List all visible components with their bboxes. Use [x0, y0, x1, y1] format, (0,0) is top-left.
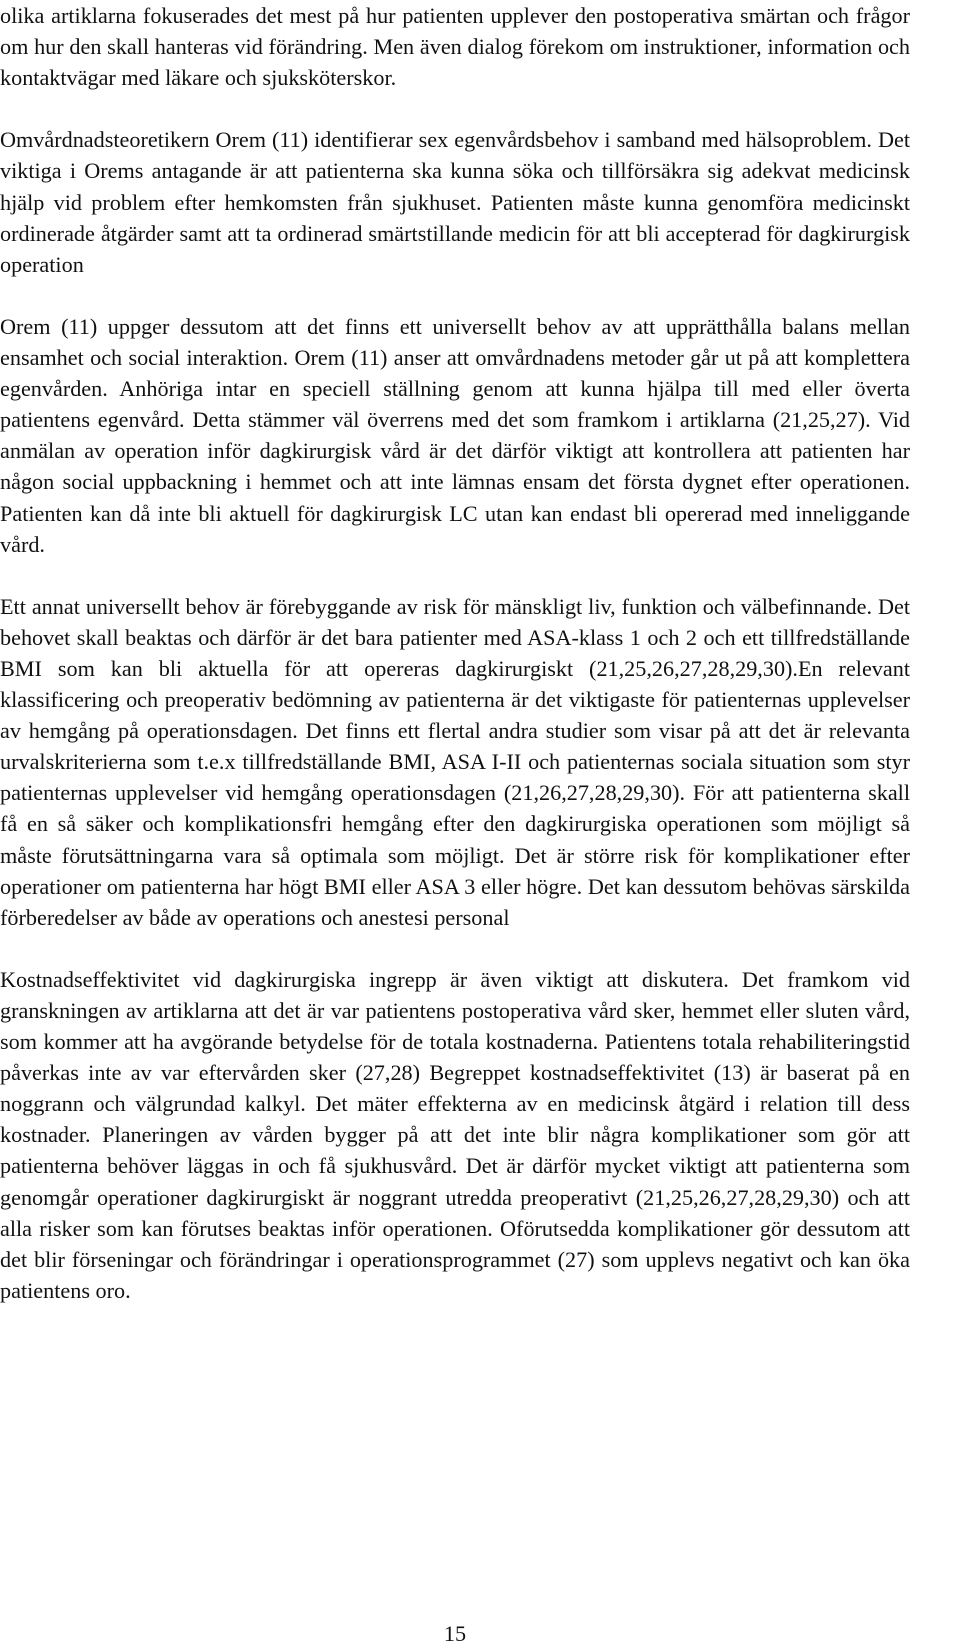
paragraph-patient-experience: olika artiklarna fokuserades det mest på hur patienten upplever den postoperativa smärtan och frågor om hur den skall hanteras vid förändring. Men även dialog förekom om instruktioner, information och kontaktvägar med läkare och sjuksköterskor.	[0, 3, 910, 91]
paragraph-social-interaction: Orem (11) uppger dessutom att det finns ett universellt behov av att upprätthålla balans mellan ensamhet och social interaktion. Orem (11) anser att omvårdnadens metoder går ut på att komplettera egenvården. Anhöriga intar en speciell ställning genom att kunna hjälpa till med eller överta patientens egenvård. Detta stämmer väl överrens med det som framkom i artiklarna (21,25,27). Vid anmälan av operation inför dagkirurgisk vård är det därför viktigt att kontrollera att patienten har någon social uppbackning i hemmet och att inte lämnas ensam det första dygnet efter operationen. Patienten kan då inte bli aktuell för dagkirurgisk LC utan kan endast bli opererad med inneliggande vård.	[0, 313, 910, 557]
page-number: 15	[443, 1621, 467, 1646]
paragraph-orem-self-care: Omvårdnadsteoretikern Orem (11) identifierar sex egenvårdsbehov i samband med hälsoproblem. Det viktiga i Orems antagande är att patienterna ska kunna söka och tillförsäkra sig adekvat medicinsk hjälp vid problem efter hemkomsten från sjukhuset. Patienten måste kunna genomföra medicinskt ordinerade åtgärder samt att ta ordinerad smärtstillande medicin för att bli accepterad för dagkirurgisk operation	[0, 127, 910, 277]
paragraph-cost-effectiveness: Kostnadseffektivitet vid dagkirurgiska ingrepp är även viktigt att diskutera. Det framkom vid granskningen av artiklarna att det är var patientens postoperativa vård sker, hemmet eller sluten vård, som kommer att ha avgörande betydelse för de totala kostnaderna. Patientens totala rehabiliteringstid påverkas inte av var eftervården sker (27,28) Begreppet kostnadseffektivitet (13) är baserat på en noggrann och välgrundad kalkyl. Det mäter effekterna av en medicinsk åtgärd i relation till dess kostnader. Planeringen av vården bygger på att det inte blir några komplikationer som gör att patienterna behöver läggas in och få sjukhusvård. Det är därför mycket viktigt att patienterna som genomgår operationer dagkirurgiskt är noggrant utredda preoperativt (21,25,26,27,28,29,30) och att alla risker som kan förutses beaktas inför operationen. Oförutsedda komplikationer gör dessutom att det blir förseningar och förändringar i operationsprogrammet (27) som upplevs negativt och kan öka patientens oro.	[0, 966, 910, 1303]
paragraph-risk-prevention: Ett annat universellt behov är förebyggande av risk för mänskligt liv, funktion och välbefinnande. Det behovet skall beaktas och därför är det bara patienter med ASA-klass 1 och 2 och ett tillfredställande BMI som kan bli aktuella för att opereras dagkirurgiskt (21,25,26,27,28,29,30).En relevant klassificering och preoperativ bedömning av patienterna är det viktigaste för patienternas upplevelser av hemgång på operationsdagen. Det finns ett flertal andra studier som visar på att det är relevanta urvalskriterierna som t.e.x tillfredställande BMI, ASA I-II och patienternas sociala situation som styr patienternas upplevelser vid hemgång operationsdagen (21,26,27,28,29,30). För att patienterna skall få en så säker och komplikationsfri hemgång efter den dagkirurgiska operationen som möjligt så måste förutsättningarna vara så optimala som möjligt. Det är större risk för komplikationer efter operationer om patienterna har högt BMI eller ASA 3 eller högre. Det kan dessutom behövas särskilda förberedelser av både av operations och anestesi personal	[0, 593, 910, 930]
